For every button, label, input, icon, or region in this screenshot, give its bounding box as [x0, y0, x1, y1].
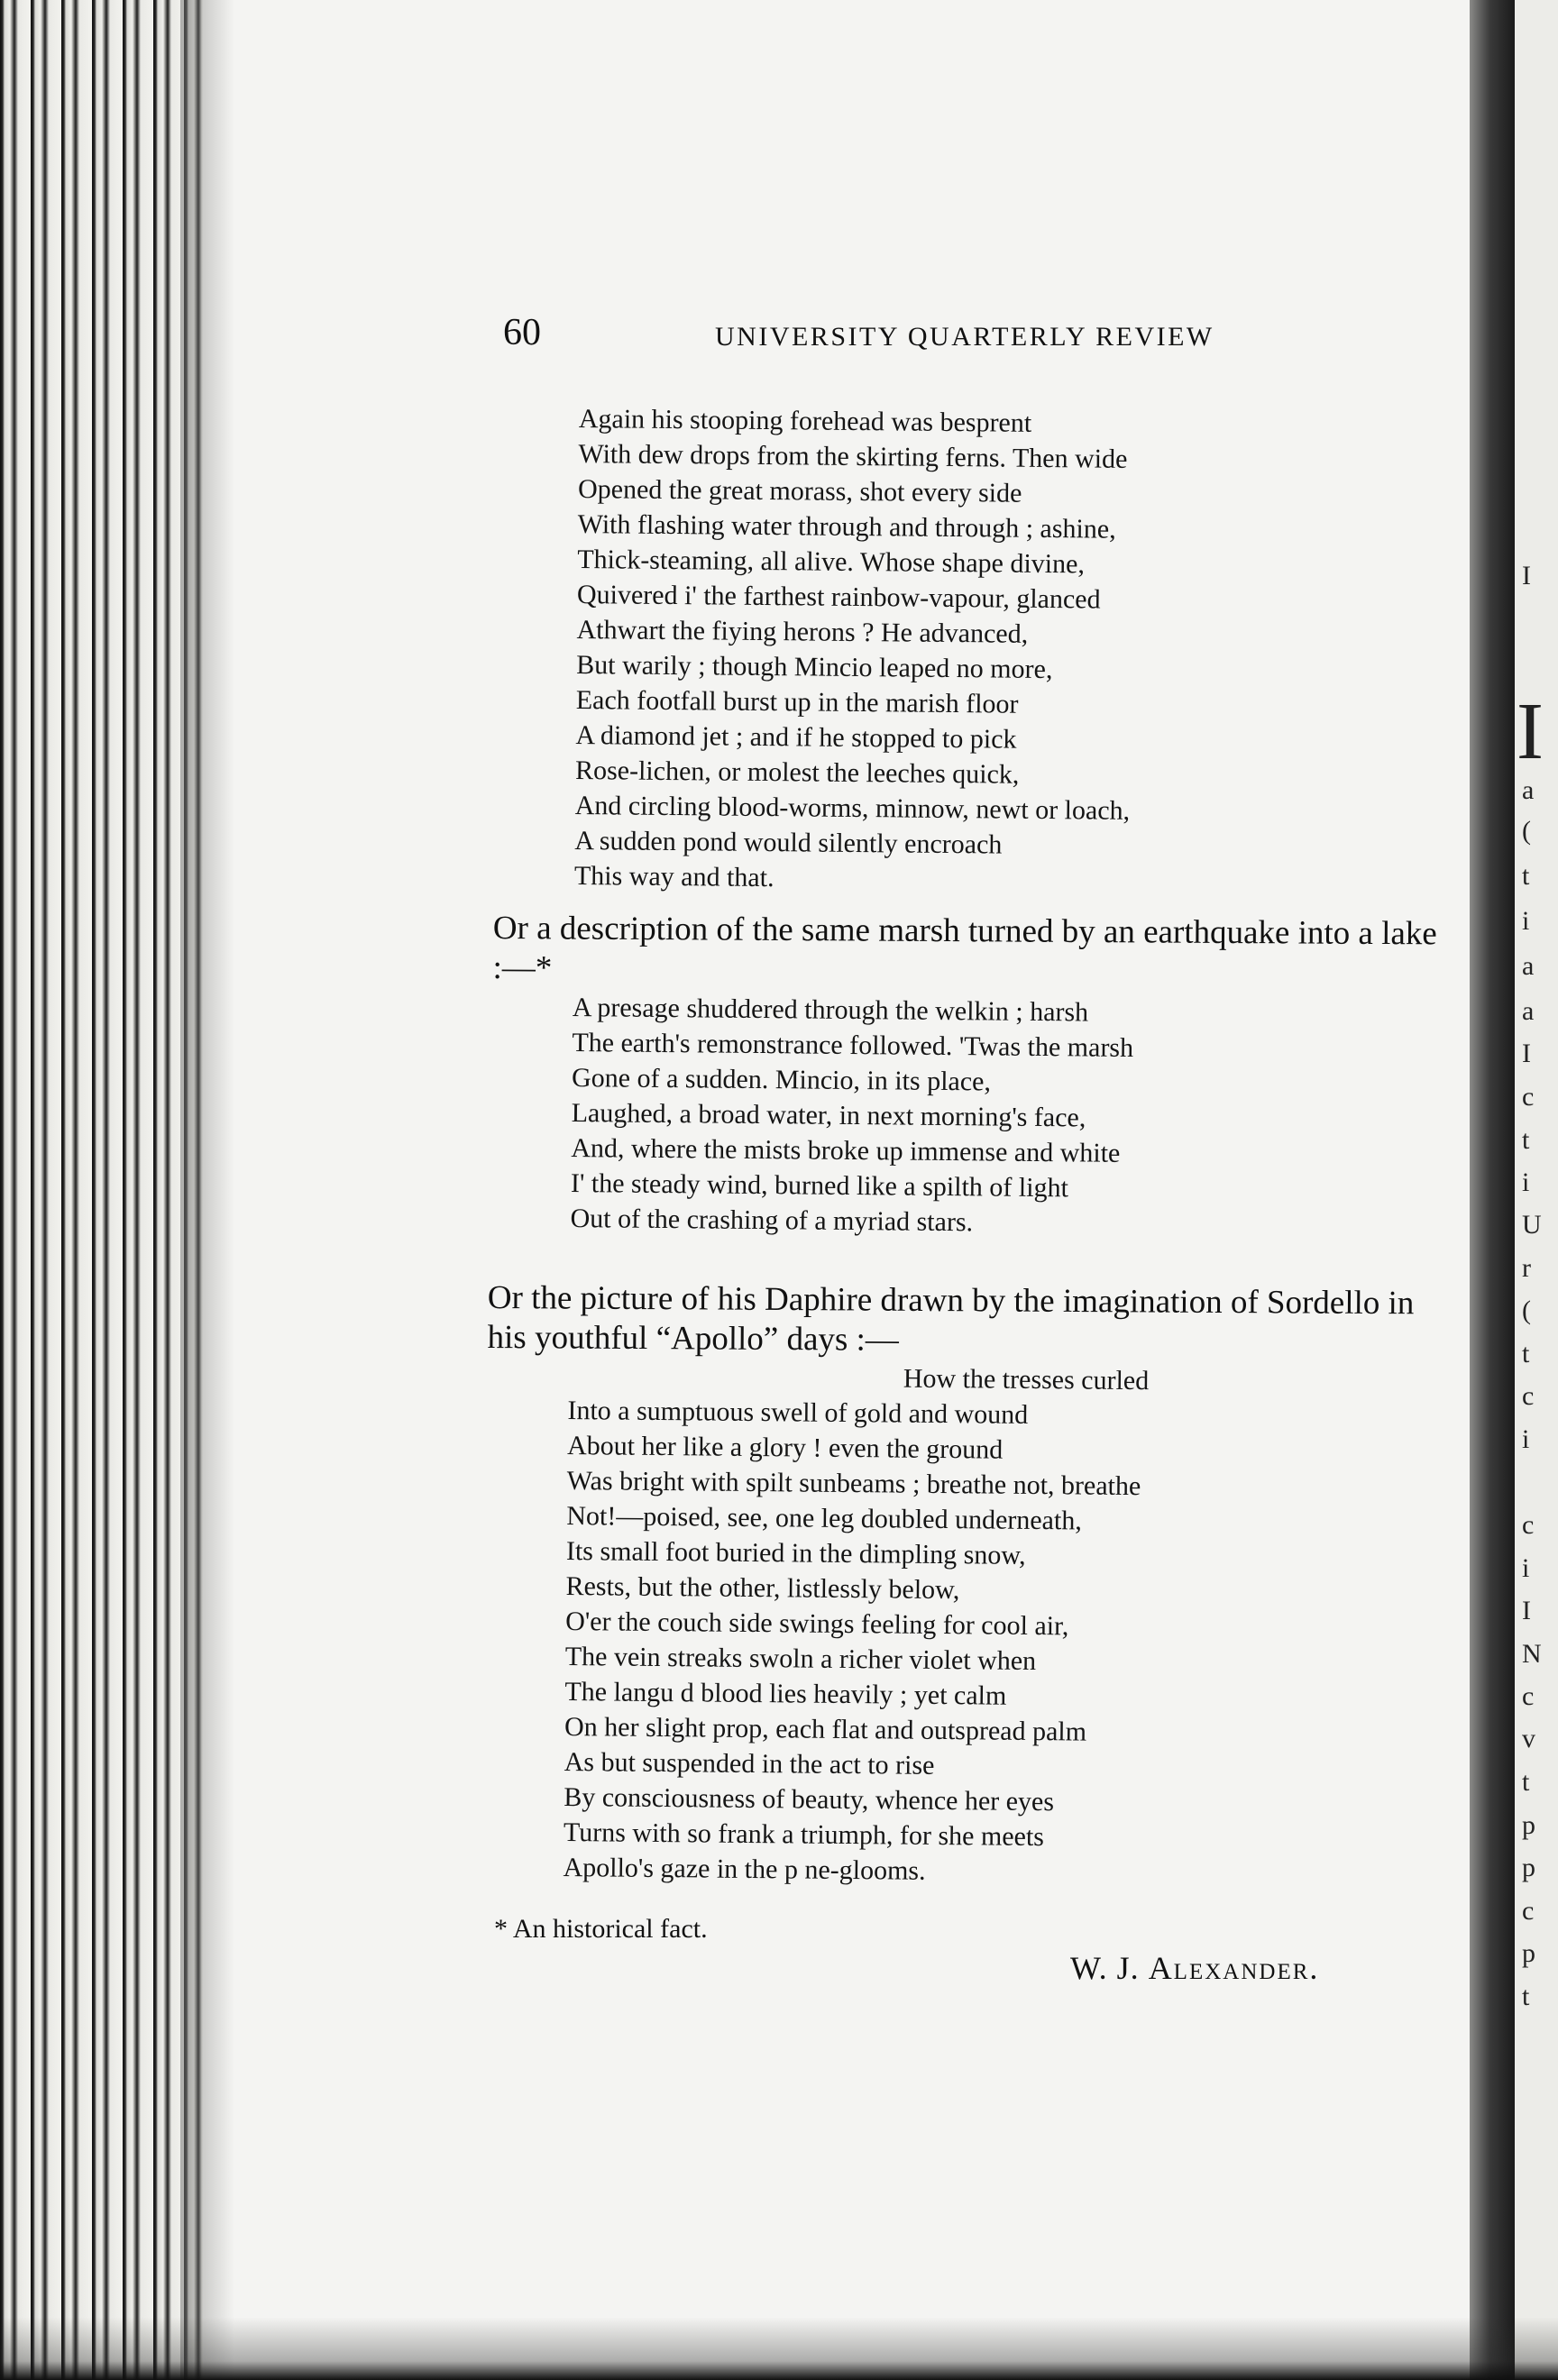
- poem-line: Turns with so frank a triumph, for she meets: [563, 1817, 1045, 1853]
- page-number: 60: [503, 312, 541, 353]
- adjacent-page-glyph: c: [1522, 1082, 1535, 1112]
- poem-line: Each footfall burst up in the marish floor: [575, 684, 1019, 719]
- book-page: [203, 0, 1470, 2380]
- poem-line: Laughed, a broad water, in next morning's face,: [571, 1097, 1086, 1133]
- adjacent-page-glyph: i: [1522, 1553, 1530, 1583]
- adjacent-page-glyph: c: [1522, 1510, 1535, 1540]
- poem-line: Apollo's gaze in the p ne-glooms.: [563, 1852, 926, 1886]
- adjacent-page-glyph: a: [1522, 775, 1535, 805]
- poem-line-first: How the tresses curled: [903, 1363, 1150, 1396]
- adjacent-page-glyph: c: [1522, 1681, 1535, 1711]
- adjacent-page-glyph: i: [1522, 906, 1530, 936]
- adjacent-page-glyph: (: [1522, 1295, 1531, 1325]
- adjacent-page-glyph: t: [1522, 1125, 1530, 1155]
- poem-line: With dew drops from the skirting ferns. Then wide: [578, 438, 1128, 474]
- adjacent-page-glyph: c: [1522, 1381, 1535, 1411]
- adjacent-page-glyph: v: [1522, 1724, 1535, 1753]
- poem-line: Quivered i' the farthest rainbow-vapour, glanced: [576, 579, 1101, 615]
- prose-paragraph-1: Or a description of the same marsh turned by an earthquake into a lake :—*: [492, 910, 1437, 987]
- running-title: UNIVERSITY QUARTERLY REVIEW: [715, 322, 1214, 352]
- poem-line: On her slight prop, each flat and outspread palm: [564, 1711, 1087, 1747]
- poem-line: Athwart the fiying herons ? He advanced,: [576, 614, 1029, 649]
- poem-line: About her like a glory ! even the ground: [566, 1430, 1004, 1465]
- adjacent-page-glyph: i: [1522, 1167, 1530, 1197]
- poem-line: The earth's remonstrance followed. 'Twas the marsh: [572, 1027, 1134, 1063]
- poem-line: Gone of a sudden. Mincio, in its place,: [571, 1062, 992, 1097]
- prose-paragraph-2: Or the picture of his Daphire drawn by the imagination of Sordello in his youthful “Apollo” days :—: [487, 1279, 1415, 1359]
- poem-excerpt-3: [563, 1358, 1149, 1890]
- adjacent-page-glyph: t: [1522, 1982, 1530, 2011]
- poem-line: With flashing water through and through ; ashine,: [577, 508, 1116, 545]
- poem-line: A presage shuddered through the welkin ; harsh: [572, 992, 1089, 1028]
- adjacent-page-glyph: t: [1522, 861, 1530, 891]
- poem-line: Not!—poised, see, one leg doubled underneath,: [566, 1500, 1082, 1536]
- adjacent-page-glyph: I: [1522, 1039, 1531, 1068]
- poem-line: Its small foot buried in the dimpling snow,: [565, 1535, 1026, 1570]
- adjacent-page-glyph: p: [1522, 1938, 1535, 1968]
- poem-line: By consciousness of beauty, whence her eyes: [564, 1781, 1055, 1817]
- author-signature: [1070, 1949, 1319, 1987]
- poem-excerpt-2: [570, 990, 1133, 1241]
- adjacent-page-glyph: I: [1522, 1596, 1531, 1625]
- adjacent-page-glyph: c: [1522, 1896, 1535, 1926]
- page-fold-shadow: [1470, 0, 1515, 2380]
- poem-line: But warily ; though Mincio leaped no more,: [576, 649, 1053, 685]
- adjacent-page-glyph: a: [1522, 996, 1535, 1026]
- adjacent-page-glyph: p: [1522, 1810, 1535, 1840]
- poem-line: Out of the crashing of a myriad stars.: [570, 1203, 974, 1238]
- page-bottom-shadow: [0, 2317, 1558, 2380]
- adjacent-page-glyph: t: [1522, 1767, 1530, 1797]
- adjacent-page-fragment: [1515, 0, 1558, 2380]
- adjacent-page-glyph: a: [1522, 951, 1535, 981]
- poem-line: Into a sumptuous swell of gold and wound: [567, 1395, 1029, 1430]
- book-gutter: [0, 0, 203, 2380]
- poem-line: I' the steady wind, burned like a spilth of light: [570, 1167, 1069, 1204]
- poem-line: Again his stooping forehead was besprent: [578, 403, 1032, 438]
- adjacent-page-glyph: p: [1522, 1853, 1535, 1882]
- poem-line: And, where the mists broke up immense and white: [571, 1132, 1121, 1168]
- adjacent-page-glyph: I: [1517, 687, 1544, 776]
- poem-line: A diamond jet ; and if he stopped to pick: [575, 719, 1017, 755]
- adjacent-page-glyph: i: [1522, 1424, 1530, 1454]
- poem-line: A sudden pond would silently encroach: [574, 825, 1003, 860]
- adjacent-page-glyph: t: [1522, 1339, 1530, 1368]
- page-header: [203, 311, 1470, 365]
- author-initials: W. J.: [1070, 1950, 1149, 1986]
- footnote: * An historical fact.: [494, 1914, 708, 1944]
- poem-line: Opened the great morass, shot every side: [577, 473, 1022, 508]
- poem-line: Rests, but the other, listlessly below,: [565, 1570, 960, 1606]
- poem-line: Was bright with spilt sunbeams ; breathe not, breathe: [566, 1465, 1141, 1502]
- poem-line: Rose-lichen, or molest the leeches quick,: [574, 755, 1020, 790]
- poem-line: And circling blood-worms, minnow, newt or loach,: [574, 790, 1131, 826]
- adjacent-page-glyph: (: [1522, 816, 1531, 846]
- adjacent-page-glyph: U: [1522, 1210, 1542, 1240]
- adjacent-page-glyph: I: [1522, 561, 1531, 590]
- poem-line: Thick-steaming, all alive. Whose shape divine,: [577, 544, 1086, 580]
- poem-line: The langu d blood lies heavily ; yet calm: [564, 1676, 1007, 1711]
- poem-line: This way and that.: [573, 860, 774, 893]
- adjacent-page-glyph: N: [1522, 1639, 1542, 1669]
- poem-excerpt-1: [574, 401, 1134, 899]
- adjacent-page-glyph: r: [1522, 1253, 1531, 1283]
- author-surname: Alexander.: [1148, 1950, 1320, 1986]
- poem-line: The vein streaks swoln a richer violet when: [564, 1641, 1037, 1676]
- poem-line: O'er the couch side swings feeling for cool air,: [565, 1606, 1069, 1642]
- poem-line: As but suspended in the act to rise: [564, 1746, 935, 1780]
